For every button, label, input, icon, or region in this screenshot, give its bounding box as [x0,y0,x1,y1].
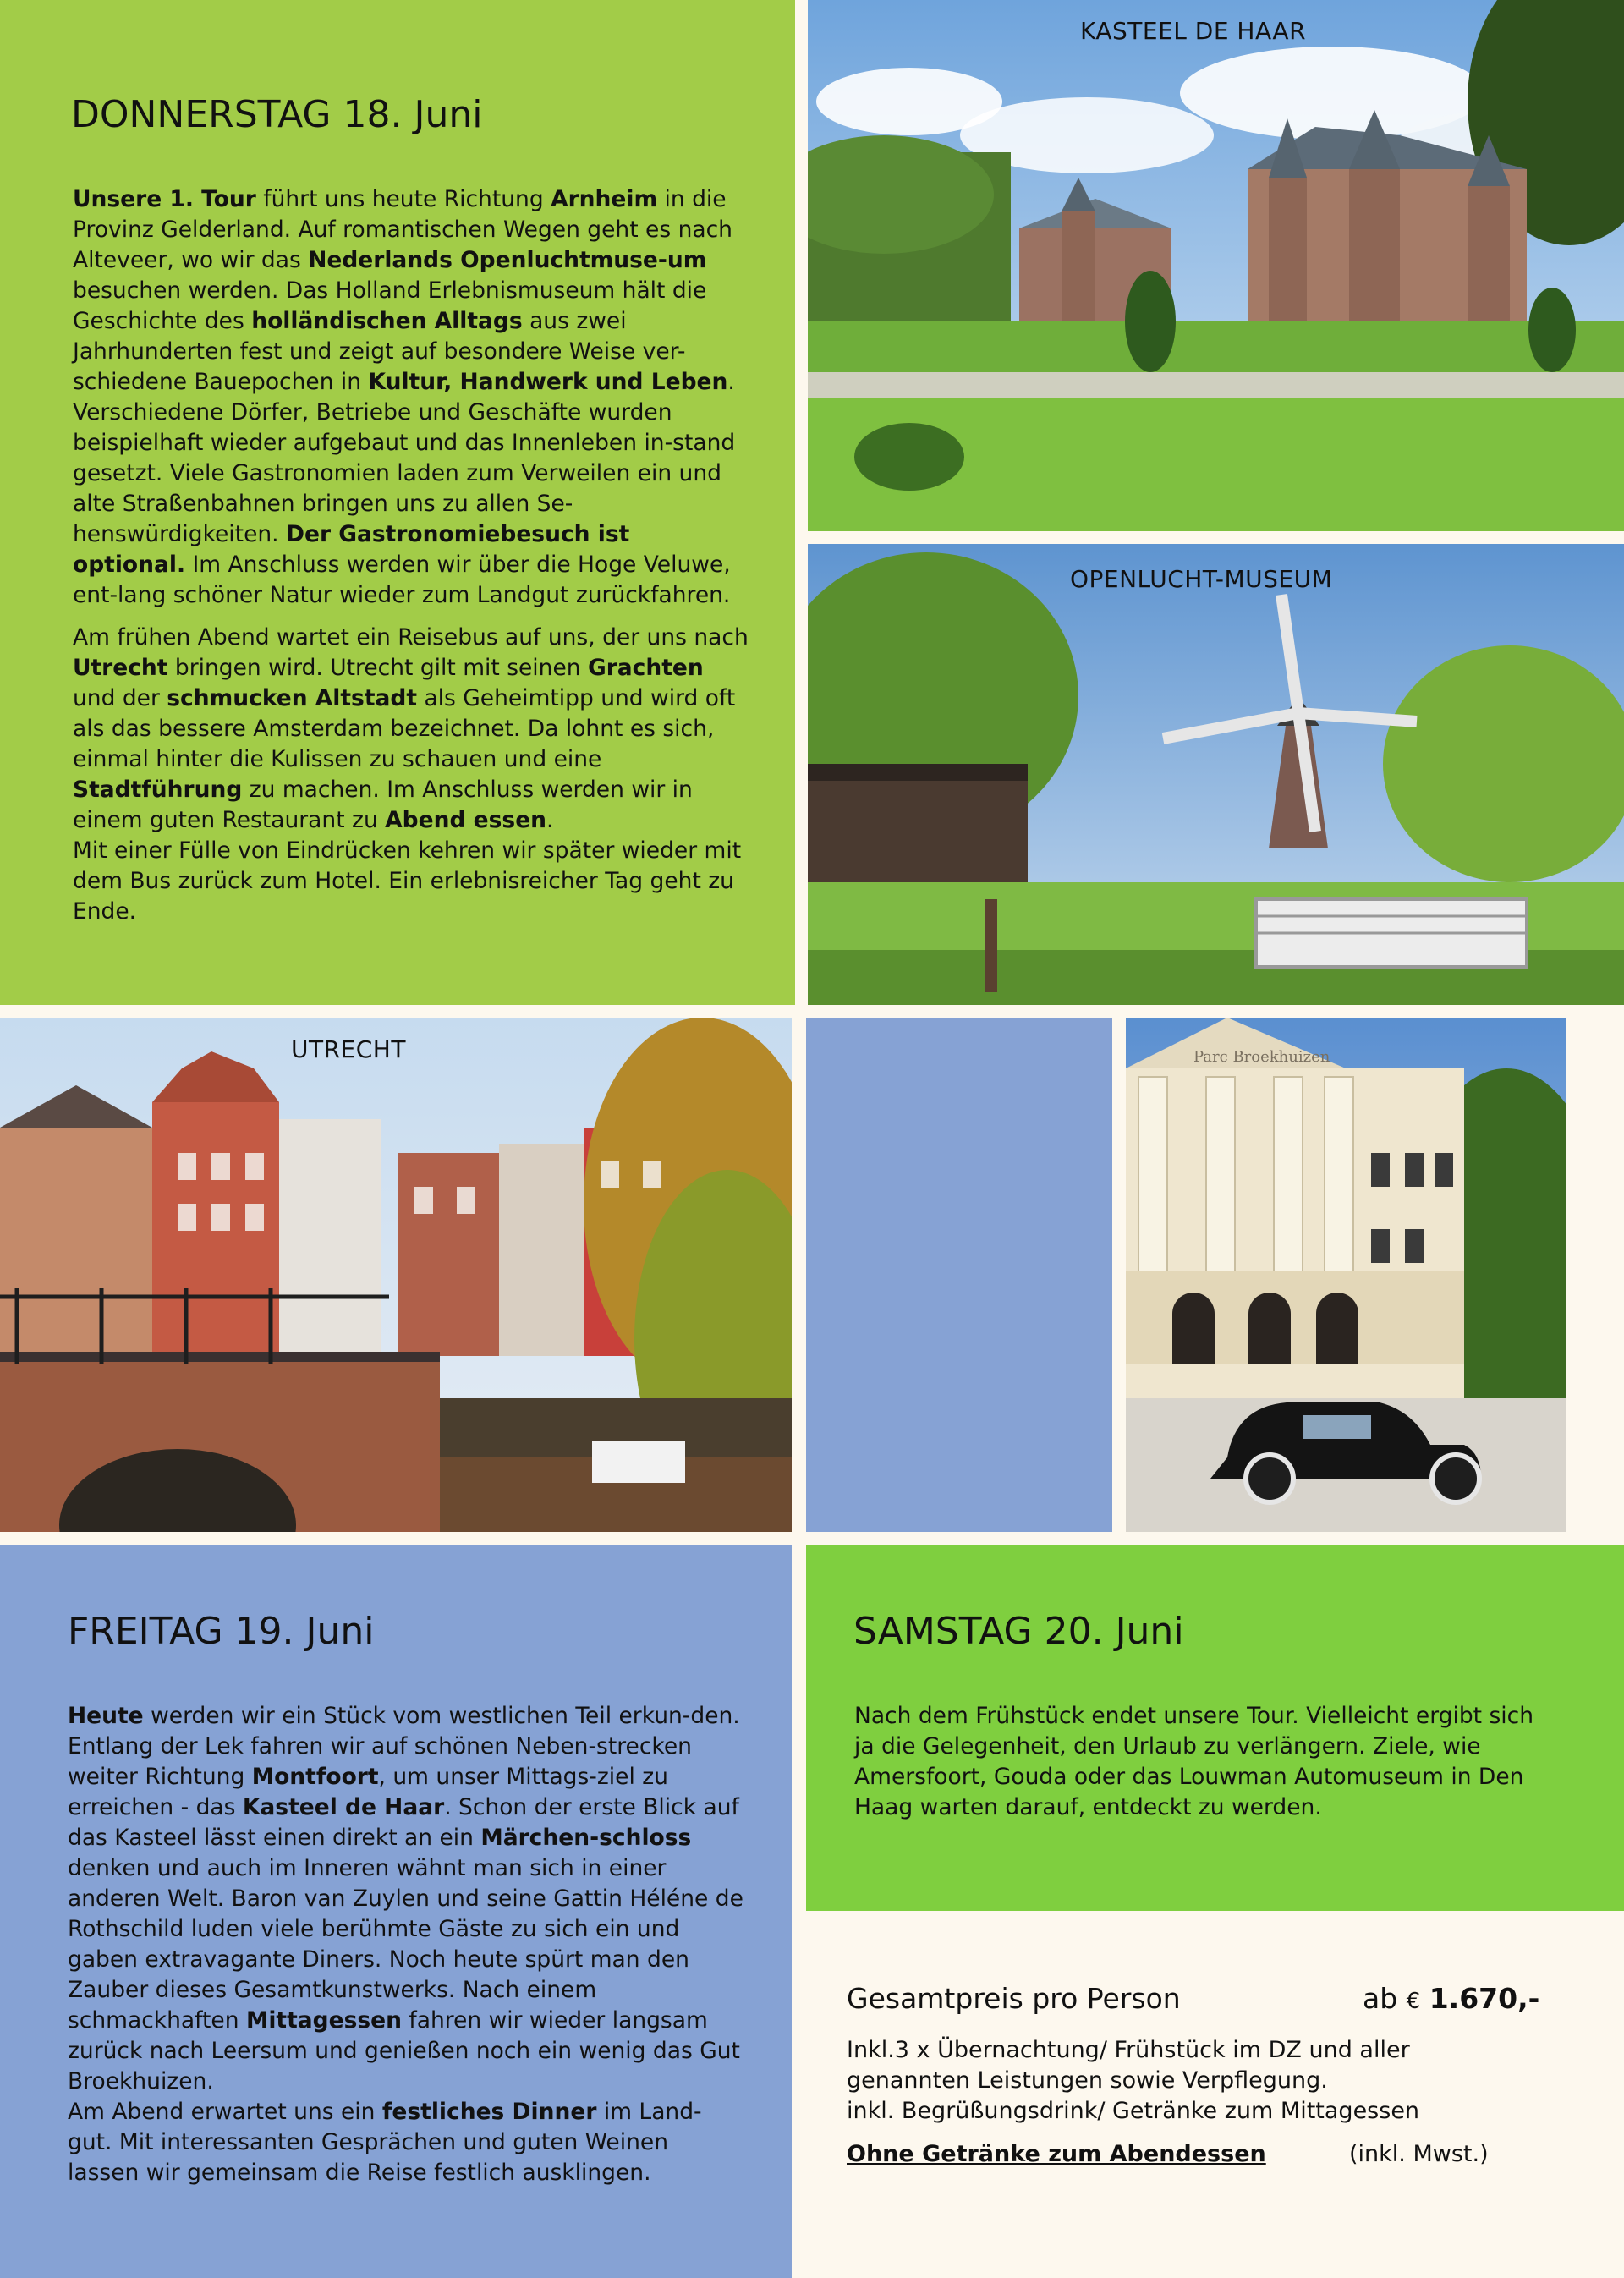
inclusions-text [847,2035,1591,2127]
thursday-panel [0,0,795,1005]
kasteel-caption: KASTEEL DE HAAR [1080,17,1307,45]
openlucht-museum-photo [808,544,1624,1005]
friday-text: Heute werden wir ein Stück vom westlichen Teil erkun-den. Entlang der Lek fahren wir auf schönen Neben-strecken weiter Richtung Montfoort, um unser Mittags-ziel zu erreichen - das Kasteel de Haar. Schon der erste Blick auf das Kasteel lässt einen direkt an ein Märchen-schloss denken und auch im Inneren wähnt man sich in einer anderen Welt. Baron van Zuylen und seine Gattin Héléne de Rothschild luden viele berühmte Gäste zu sich ein und gaben extravagante Diners. Noch heute spürt man den Zauber dieses Gesamtkunstwerks. Nach einem schmackhaften Mittagessen fahren wir wieder langsam zurück nach Leersum und genießen noch ein wenig das Gut Broekhuizen. Am Abend erwartet uns ein festliches Dinner im Land-gut. Mit interessanten Gesprächen und guten Weinen lassen wir gemeinsam die Reise festlich ausklingen. [68,1703,743,2186]
utrecht-photo [0,1018,792,1532]
broekhuizen-photo [1126,1018,1566,1532]
manor-illustration [1126,1018,1566,1532]
openlucht-caption: OPENLUCHT-MUSEUM [1070,565,1333,593]
price-label: Gesamtpreis pro Person [847,1982,1181,2015]
currency-symbol: € [1406,1989,1421,2014]
kasteel-de-haar-photo [808,0,1624,531]
broekhuizen-sign: Parc Broekhuizen [1193,1048,1330,1066]
vat-note: (inkl. Mwst.) [1349,2141,1489,2167]
utrecht-illustration [0,1018,792,1532]
blue-block [806,1018,1112,1532]
friday-panel [0,1545,792,2278]
inclusion-line-2: genannten Leistungen sowie Verpflegung. [847,2067,1328,2094]
price-panel [806,1918,1624,2278]
saturday-text: Nach dem Frühstück endet unsere Tour. Vielleicht ergibt sich ja die Gelegenheit, den Urlaub zu verlängern. Ziele, wie Amersfoort, Gouda oder das Louwman Automuseum in Den Haag warten darauf, entdeckt zu werden. [854,1703,1533,1820]
friday-title: FREITAG 19. Juni [68,1610,375,1653]
castle-illustration [808,0,1624,531]
price-amount: 1.670,- [1429,1982,1540,2015]
thursday-paragraph-1: Unsere 1. Tour führt uns heute Richtung Arnheim in die Provinz Gelderland. Auf romantischen Wegen geht es nach Alteveer, wo wir das Nederlands Openluchtmuse-um besuchen werden. Das Holland Erlebnismuseum hält die Geschichte des holländischen Alltags aus zwei Jahrhunderten fest und zeigt auf besondere Weise ver-schiedene Bauepochen in Kultur, Handwerk und Leben. Verschiedene Dörfer, Betriebe und Geschäfte wurden beispielhaft wieder aufgebaut und das Innenleben in-stand gesetzt. Viele Gastronomien laden zum Verweilen ein und alte Straßenbahnen bringen uns zu allen Se-henswürdigkeiten. Der Gastronomiebesuch ist optional. Im Anschluss werden wir über die Hoge Veluwe, ent-lang schöner Natur wieder zum Landgut zurückfahren. [73,186,736,608]
utrecht-caption: UTRECHT [291,1035,406,1063]
inclusion-line-1: Inkl.3 x Übernachtung/ Frühstück im DZ und aller [847,2037,1410,2063]
inclusion-line-3: inkl. Begrüßungsdrink/ Getränke zum Mittagessen [847,2098,1420,2124]
windmill-illustration [808,544,1624,1005]
saturday-panel [806,1545,1624,1911]
no-drinks-note: Ohne Getränke zum Abendessen [847,2141,1266,2167]
saturday-title: SAMSTAG 20. Juni [853,1610,1184,1653]
price-prefix: ab [1363,1982,1398,2015]
thursday-title: DONNERSTAG 18. Juni [71,93,483,136]
thursday-text [73,184,749,927]
thursday-paragraph-2: Am frühen Abend wartet ein Reisebus auf uns, der uns nach Utrecht bringen wird. Utrecht gilt mit seinen Grachten und der schmucken Altstadt als Geheimtipp und wird oft als das bessere Amsterdam bezeichnet. Da lohnt es sich, einmal hinter die Kulissen zu schauen und eine Stadtführung zu machen. Im Anschluss werden wir in einem guten Restaurant zu Abend essen. Mit einer Fülle von Eindrücken kehren wir später wieder mit dem Bus zurück zum Hotel. Ein erlebnisreicher Tag geht zu Ende. [73,624,749,925]
price-value [1363,1982,1539,2015]
